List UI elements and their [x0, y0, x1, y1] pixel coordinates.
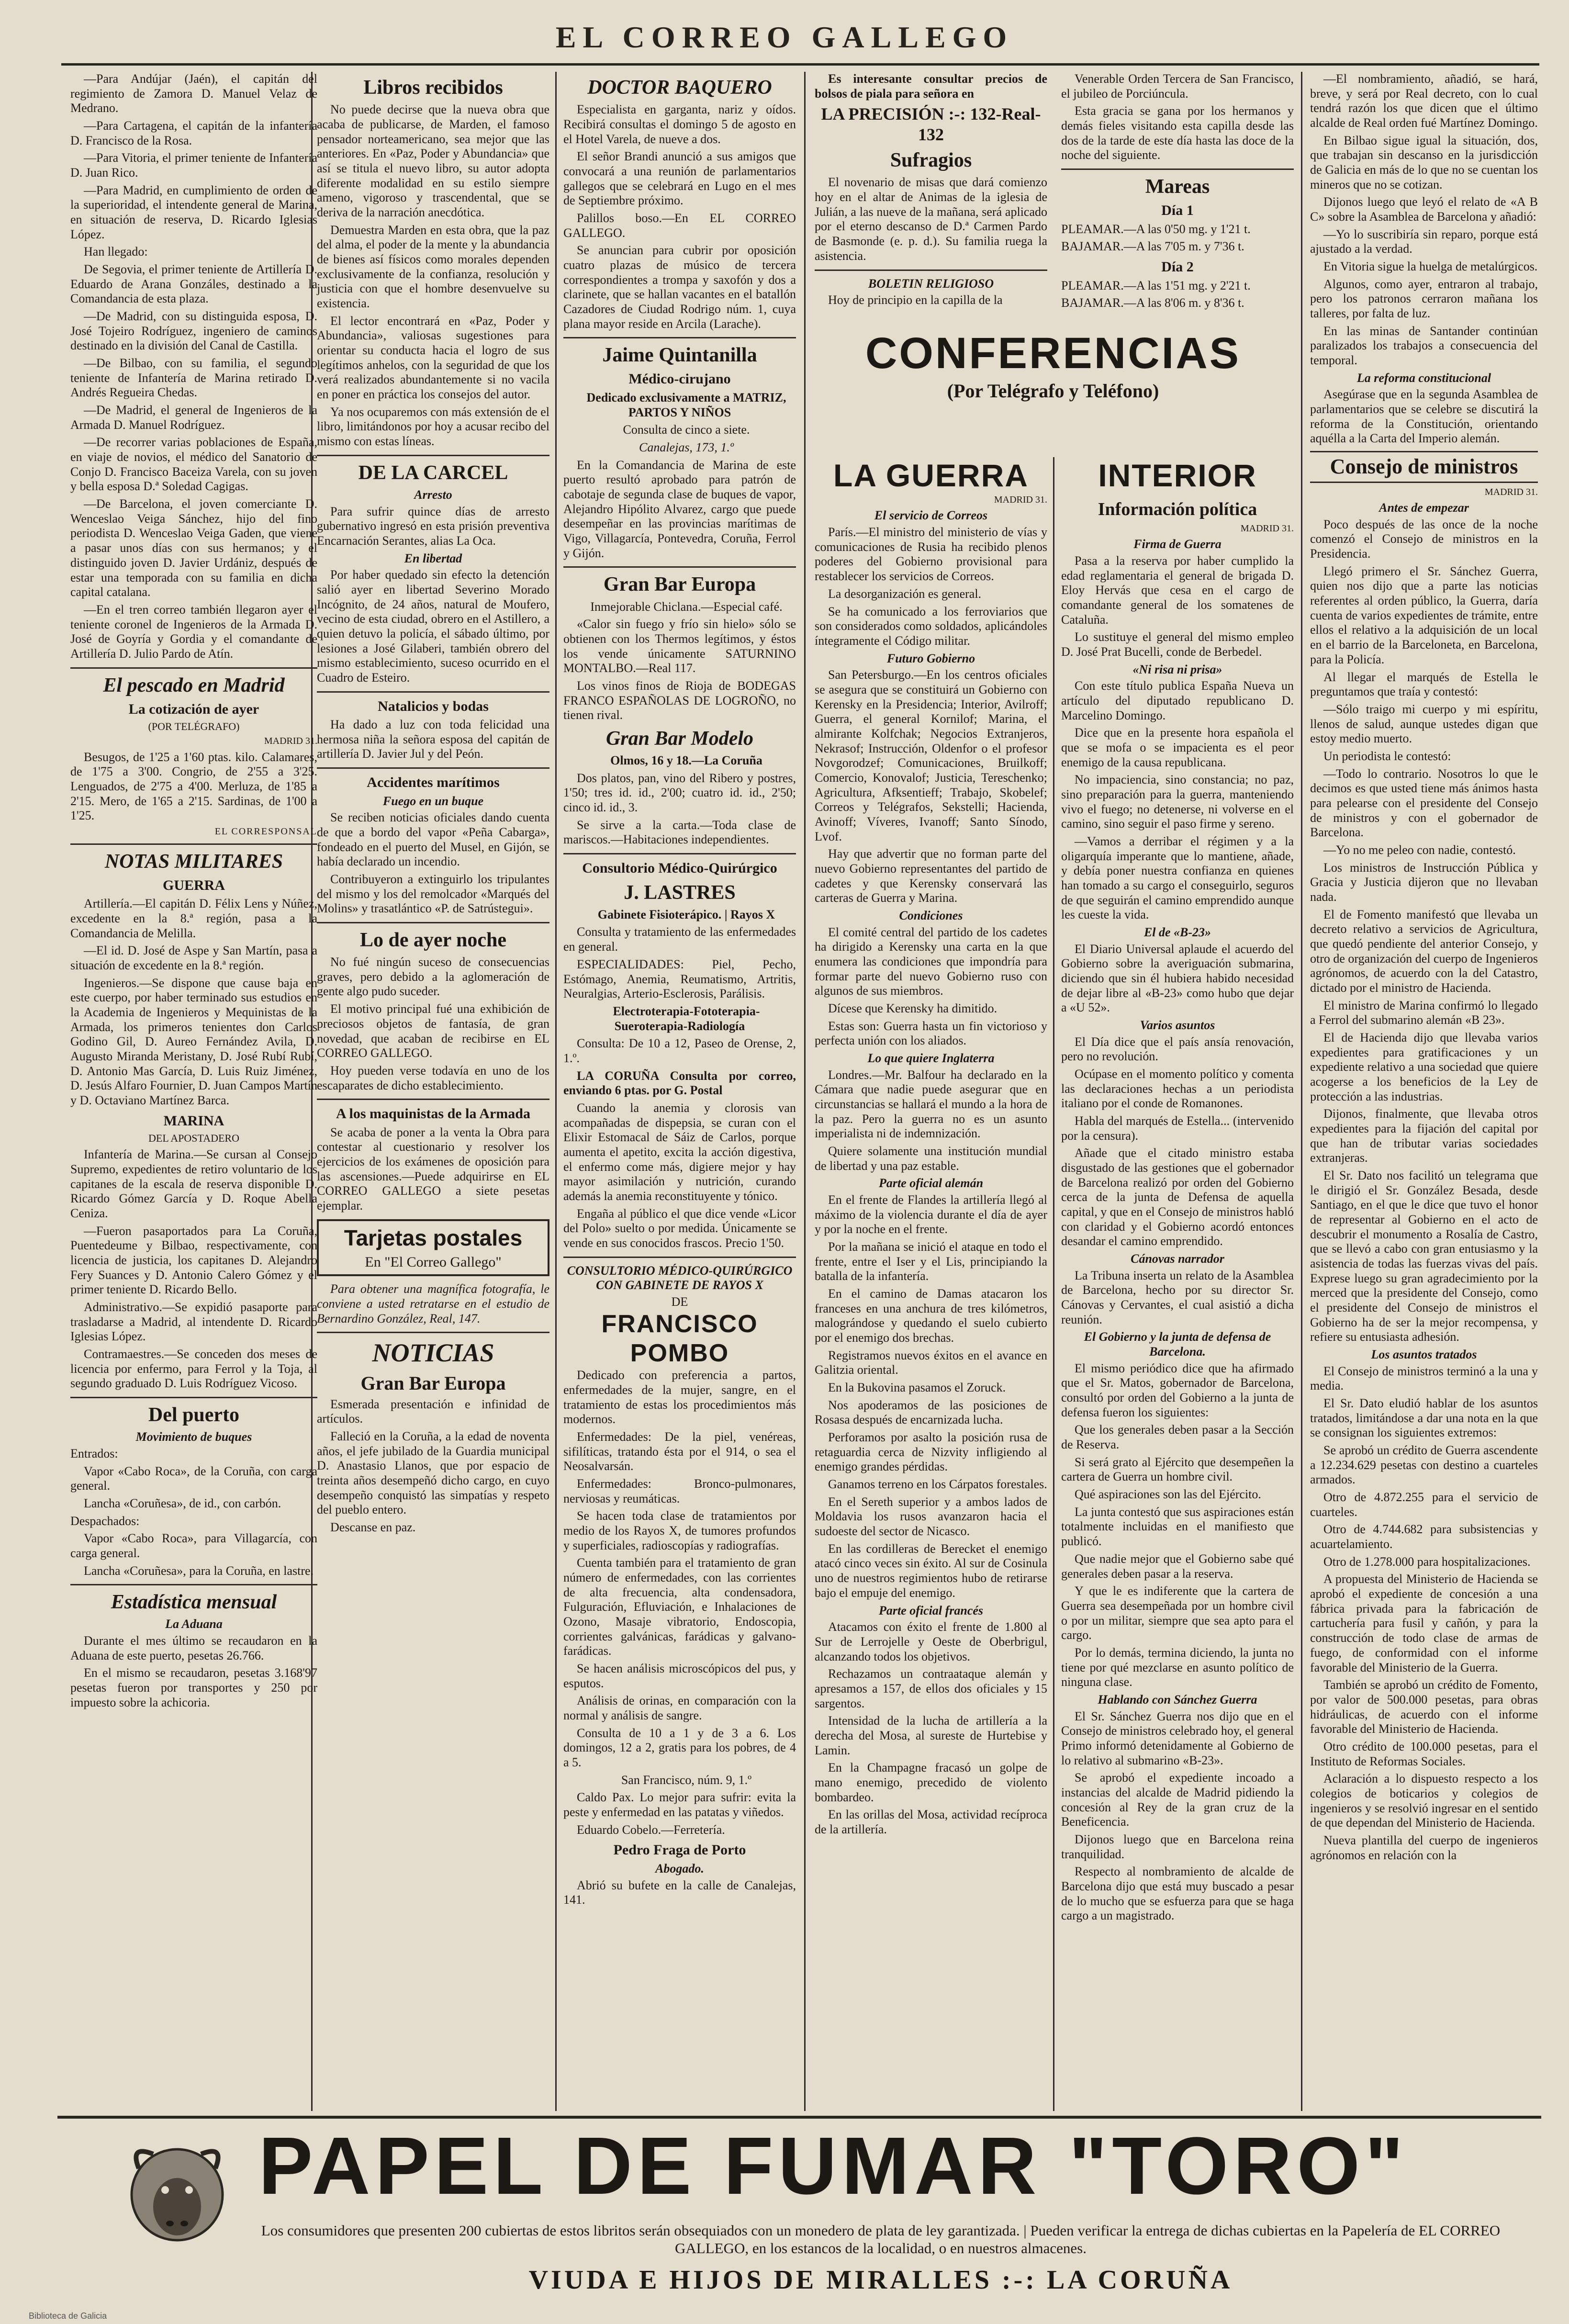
column-5-top [1055, 72, 1300, 326]
paragraph: Canalejas, 173, 1.º [639, 440, 734, 454]
subheading-apostadero: DEL APOSTADERO [148, 1132, 239, 1145]
subheading: Varios asuntos [1140, 1018, 1215, 1032]
paragraph: En las orillas del Mosa, actividad recíproca de la artillería. [815, 1808, 1047, 1836]
conferencias-subtitle: (Por Telégrafo y Teléfono) [947, 380, 1159, 402]
subheading: Parte oficial alemán [878, 1176, 984, 1190]
paragraph: Por la mañana se inició el ataque en todo el frente, entre el Iser y el Lis, principiando la batalla de la infantería. [815, 1240, 1047, 1283]
paragraph: —El nombramiento, añadió, se hará, breve, y será por Real decreto, con lo cual tendrá razón los que dicen que el último alcalde de Real orden fué Martínez Domingo. [1310, 72, 1538, 130]
paragraph: Dice que en la presente hora española el que se mofa o se impacienta es el peor enemigo de la causa republicana. [1061, 726, 1294, 769]
paragraph: —Para Madrid, en cumplimiento de orden de la superioridad, el intendente general de Marina, en situación de reserva, D. Ricardo Iglesias López. [70, 183, 317, 241]
paragraph: Entrados: [70, 1446, 118, 1460]
paragraph: —Fueron pasaportados para La Coruña, Puentedeume y Bilbao, respectivamente, con licencia de justicia, los capitanes D. Alejandro Fery Suances y D. Antonio Calero Gómez y el primer teniente D. Ricardo Bello. [70, 1224, 317, 1297]
heading-boletin: BOLETIN RELIGIOSO [868, 276, 994, 291]
paragraph: Por haber quedado sin efecto la detención salió ayer en libertad Severino Morado Incógnito, de 24 años, natural de Moufero, vecino de esta ciudad, obrero en el Astillero, a quien detuvo la policía, el sábado último, por lesiones a José Gilaberi, también obrero del mismo establecimiento, suceso ocurrido en el Cuadro de Esteiro. [317, 568, 549, 685]
paragraph: Aclaración a lo dispuesto respecto a los colegios de boticarios y colegios de ingenieros y se resolvió ingresar en el sentido de que dependan del Ministerio de Hacienda. [1310, 1772, 1538, 1830]
paragraph: Se hacen análisis microscópicos del pus, y esputos. [563, 1662, 796, 1690]
paragraph: Algunos, como ayer, entraron al trabajo, pero los patronos cerraron mañana los talleres, por falta de luz. [1310, 277, 1538, 321]
day-2-label: Día 2 [1161, 259, 1194, 275]
precision-ad: LA PRECISIÓN :-: 132-Real-132 [821, 104, 1041, 144]
heading-libros: Libros recibidos [363, 77, 503, 99]
heading-maquinistas: A los maquinistas de la Armada [336, 1106, 530, 1122]
heading-gran-bar-europa: Gran Bar Europa [360, 1372, 506, 1394]
subheading-guerra: GUERRA [162, 877, 225, 893]
paragraph: Vapor «Cabo Roca», de la Coruña, con carga general. [70, 1464, 317, 1493]
divider [317, 1332, 549, 1333]
fish-prices: Besugos, de 1'25 a 1'60 ptas. kilo. Calamares, de 1'75 a 3'00. Congrio, de 2'55 a 3'25. Lenguados, de 2'75 a 4'00. Merluza, de 1'85 a 2'15. Mero, de 1'65 a 2'15. Sardinas, de 1'00 a 1'25. [70, 750, 317, 823]
paragraph: Un periodista le contestó: [1323, 749, 1451, 763]
paragraph: Se ha comunicado a los ferroviarios que son considerados como soldados, aplicándoles íntegramente el Código militar. [815, 604, 1047, 648]
divider [70, 1584, 317, 1585]
paragraph: Ha dado a luz con toda felicidad una hermosa niña la señora esposa del capitán de artillería D. Javier Jul y del Peón. [317, 718, 549, 761]
paragraph: El Sr. Sánchez Guerra nos dijo que en el Consejo de ministros celebrado hoy, el general Primo informó detenidamente al Gobierno de lo relativo al submarino «B-23». [1061, 1709, 1294, 1767]
paragraph: Palillos boso.—En EL CORREO GALLEGO. [563, 211, 796, 240]
paragraph: Hoy de principio en la capilla de la [828, 293, 1003, 307]
heading-estadistica: Estadística mensual [111, 1591, 277, 1614]
heading-consultorio-rayos: CONSULTORIO MÉDICO-QUIRÚRGICO CON GABINETE DE RAYOS X [567, 1263, 793, 1292]
paragraph: —Para Andújar (Jaén), el capitán del regimiento de Zamora D. Manuel Velaz de Medrano. [70, 72, 317, 115]
paragraph: Se aprobó el expediente incoado a instancias del alcalde de Madrid pidiendo la concesión al Rey de la gran cruz de la Beneficencia. [1061, 1771, 1294, 1829]
subheading: Parte oficial francés [878, 1603, 984, 1617]
paragraph: El novenario de misas que dará comienzo hoy en el altar de Animas de la iglesia de Julián, a las nueve de la mañana, será aplicado por el eterno descanso de D.ª Carmen Pardo de Basmonde (e. p. d.). Su familia ruega la asistencia. [815, 175, 1047, 263]
paragraph: El Día dice que el país ansía renovación, pero no revolución. [1061, 1034, 1294, 1064]
paragraph: Nueva plantilla del cuerpo de ingenieros agrónomos en relación con la [1310, 1833, 1538, 1862]
heading-lastres: J. LASTRES [624, 881, 736, 904]
paragraph: —De recorrer varias poblaciones de España, en viaje de novios, el médico del Sanatorio de Conjo D. Francisco Baceiza Varela, con su joven y bella esposa D.ª Soledad Cagigas. [70, 435, 317, 494]
divider [1061, 168, 1294, 170]
paragraph: Llegó primero el Sr. Sánchez Guerra, quien nos dijo que a parte las noticias referentes al orden público, la Guerra, daría cuenta de varios expedientes de trámite, entre ellos el relativo a la adquisición de un local en el barrio de la Barceloneta, en Barcelona, para la Policía. [1310, 564, 1538, 666]
paragraph: Olmos, 16 y 18.—La Coruña [610, 753, 762, 768]
paragraph: Lancha «Coruñesa», para la Coruña, en lastre. [84, 1563, 314, 1578]
paragraph: Engaña al público el que dice vende «Licor del Polo» suelto o por medida. Únicamente se vende en sus conocidos frascos. Precio 1'50. [563, 1206, 796, 1250]
paragraph: Para sufrir quince días de arresto gubernativo ingresó en esta prisión preventiva Encarnación Serantes, alias La Oca. [317, 504, 549, 548]
paragraph: Infantería de Marina.—Se cursan al Consejo Supremo, expedientes de retiro voluntario de los capitanes de la escala de reserva disponible D. Ricardo Gómez García y D. Roque Abella Ceniza. [70, 1147, 317, 1220]
library-credit: Biblioteca de Galicia [29, 2311, 107, 2321]
paragraph: Es interesante consultar precios de bolsos de piala para señora en [815, 72, 1047, 101]
divider [563, 337, 796, 338]
ad-text: Los consumidores que presenten 200 cubiertas de estos libritos serán obsequiados con un monedero de plata de ley garantizada. | Pueden verificar la entrega de dichas cubiertas en la Papelería de EL CORREO GALLEGO, en los estancos de la localidad, o en nuestros almacenes. [261, 2222, 1501, 2257]
column-5 [1055, 457, 1300, 2111]
heading-la-guerra: LA GUERRA [833, 458, 1029, 493]
photo-ad: Para obtener una magnífica fotografía, le conviene a usted retratarse en el estudio de Bernardino González, Real, 147. [317, 1282, 549, 1325]
paragraph: Consulta y tratamiento de las enfermedades en general. [563, 925, 796, 954]
paragraph: Quiere solamente una institución mundial de libertad y una paz estable. [815, 1144, 1047, 1173]
ad-footer: VIUDA E HIJOS DE MIRALLES :-: LA CORUÑA [528, 2265, 1233, 2295]
divider [563, 1257, 796, 1258]
subheading: Los asuntos tratados [1371, 1347, 1477, 1362]
paragraph: Por lo demás, termina diciendo, la junta no tiene por qué mezclarse en asunto político de ninguna clase. [1061, 1645, 1294, 1689]
paragraph: Administrativo.—Se expidió pasaporte para trasladarse a Madrid, al intendente D. Ricardo Iglesias López. [70, 1300, 317, 1344]
paragraph: «Calor sin fuego y frío sin hielo» sólo se obtienen con los Thermos legítimos, y éstos los vende únicamente SATURNINO MONTALBO.—Real 117. [563, 617, 796, 675]
heading-accidentes: Accidentes marítimos [367, 775, 500, 791]
paragraph: Cuenta también para el tratamiento de gran número de enfermedades, con las corrientes de alta frecuencia, alta condensadora, Fulguración, Efluviación, e Inhalaciones de Ozono, Masaje vibratorio, Endoscopia, corrientes galvánicas, farádicas y galvano-farádicas. [563, 1556, 796, 1658]
day-1-label: Día 1 [1161, 202, 1194, 219]
ad-title: PAPEL DE FUMAR "TORO" [258, 2121, 1408, 2212]
heading-del-puerto: Del puerto [148, 1404, 240, 1426]
paragraph: A propuesta del Ministerio de Hacienda se aprobó el expediente de concesión a una fábrica privada para la fabricación de cartuchería para fusil y cañón, y para la construcción de todo clase de armas de fuego, de conformidad con el informe favorable del Ministerio de la Guerra. [1310, 1572, 1538, 1674]
column-2 [311, 72, 555, 2111]
subheading: El de «B-23» [1143, 925, 1211, 939]
paragraph: Lo sustituye el general del mismo empleo D. José Prat Bucelli, conde de Berbedel. [1061, 630, 1294, 659]
masthead-rule [61, 63, 1539, 66]
paragraph: Dedicado con preferencia a partos, enfermedades de la mujer, sangre, en el tratamiento de estas los procedimientos más modernos. [563, 1368, 796, 1426]
paragraph: En el Sereth superior y a ambos lados de Moldavia los rusos avanzaron hacia el sudoeste del sector de Nicasco. [815, 1494, 1047, 1538]
paragraph: Hay que advertir que no forman parte del nuevo Gobierno representantes del partido de cadetes y que Kerensky conservará las carteras de Guerra y Marina. [815, 847, 1047, 905]
paragraph: Nos apoderamos de las posiciones de Rosasa después de encarnizada lucha. [815, 1398, 1047, 1427]
paragraph: Esmerada presentación e infinidad de artículos. [317, 1397, 549, 1426]
paragraph: Dícese que Kerensky ha dimitido. [828, 1001, 997, 1015]
paragraph: Rechazamos un contraataque alemán y apresamos a 157, de ellos dos oficiales y 15 sargentos. [815, 1667, 1047, 1710]
paragraph: El ministro de Marina confirmó lo llegado a Ferrol del submarino alemán «B 23». [1310, 998, 1538, 1027]
paragraph: Los ministros de Instrucción Pública y Gracia y Justicia dijeron que no llevaban nada. [1310, 860, 1538, 904]
subheading: La reforma constitucional [1356, 370, 1491, 385]
paragraph: Electroterapia-Fototerapia-Sueroterapia-Radiología [613, 1004, 760, 1033]
paragraph: —De Madrid, con su distinguida esposa, D. José Tojeiro Rodríguez, ingeniero de caminos destinado en la división del Canal de Castilla. [70, 309, 317, 353]
paragraph: Dijonos luego que leyó el relato de «A B C» sobre la Asamblea de Barcelona y añadió: [1310, 195, 1538, 224]
paragraph: Asegúrase que en la segunda Asamblea de parlamentarios que se celebre se discutirá la reforma de la Constitución, orientando aquélla a la Carta del Imperio alemán. [1310, 387, 1538, 446]
heading-carcel: DE LA CARCEL [358, 461, 508, 484]
paragraph: Gabinete Fisioterápico. | Rayos X [597, 907, 775, 921]
heading-sufragios: Sufragios [890, 149, 972, 172]
heading-interior: INTERIOR [1098, 458, 1257, 493]
subheading-libertad: En libertad [404, 551, 462, 565]
subheading: Condiciones [899, 908, 963, 922]
paragraph: Ocúpase en el momento político y comenta las declaraciones hechas a un periodista italiano por el conde de Romanones. [1061, 1067, 1294, 1111]
paragraph: Dos platos, pan, vino del Ribero y postres, 1'50; tres id. id., 2'00; cuatro id. id., 2'50; cinco id. id., 3. [563, 771, 796, 815]
paragraph: Consulta de cinco a siete. [623, 423, 750, 437]
paragraph: —Para Vitoria, el primer teniente de Infantería D. Juan Rico. [70, 151, 317, 180]
tide-row: BAJAMAR.—A las 7'05 m. y 7'36 t. [1061, 239, 1244, 254]
paragraph: Dijonos luego que en Barcelona reina tranquilidad. [1061, 1832, 1294, 1861]
paragraph: Habla del marqués de Estella... (intervenido por la censura). [1061, 1114, 1294, 1143]
paragraph: El mismo periódico dice que ha afirmado que el Sr. Matos, gobernador de Barcelona, consultó por orden del Gobierno a la junta de defensa fueron los siguientes: [1061, 1361, 1294, 1419]
column-1 [65, 72, 323, 2111]
conferencias-title: CONFERENCIAS [865, 329, 1241, 378]
paragraph: Se hacen toda clase de tratamientos por medio de los Rayos X, de tumores profundos y superficiales, radioscopías y radiografías. [563, 1509, 796, 1552]
divider [317, 455, 549, 456]
subheading: Firma de Guerra [1133, 537, 1222, 551]
heading-consultorio: Consultorio Médico-Quirúrgico [582, 860, 777, 876]
heading-consejo-ministros: Consejo de ministros [1310, 451, 1538, 483]
paragraph: Contribuyeron a extinguirlo los tripulantes del mismo y los del remolcador «Marqués del Molins» y trasatlántico «P. de Satrústegui». [317, 872, 549, 916]
paragraph: —De Madrid, el general de Ingenieros de la Armada D. Manuel Rodríguez. [70, 403, 317, 432]
column-rule [804, 72, 806, 2111]
paragraph: —Para Cartagena, el capitán de la infantería D. Francisco de la Rosa. [70, 119, 317, 147]
paragraph: Londres.—Mr. Balfour ha declarado en la Cámara que nadie puede asegurar que en circunstancias se hallará el mundo a la hora de la paz. Pero la guerra no es un asunto imperialista ni de indemnización. [815, 1067, 1047, 1141]
paragraph: En el mismo se recaudaron, pesetas 3.168'97 pesetas fueron por transportes y 250 por impuesto sobre la achicoria. [70, 1666, 317, 1709]
column-rule [1053, 457, 1054, 2111]
paragraph: San Petersburgo.—En los centros oficiales se asegura que se constituirá un Gobierno con Kerensky en la Presidencia; Interior, Avilroff; Guerra, el general Kornilof; Marina, el almirante Kolfchak; Negocios Extranjeros, Nekrasof; Instrucción, Oldenfor o el profesor Novgorodzef; Comunicaciones, Bruilkoff; Comercio, Konovalof; Justicia, Tereschenko; Agricultura, Afksentieff; Trabajo, Skobelef; Correos y Telégrafos, Sekstelli; Hacienda, Avinoff; Víveres, Ivanoff; Santo Sínodo, Lvof. [815, 668, 1047, 843]
divider [317, 691, 549, 693]
paragraph: —El id. D. José de Aspe y San Martín, pasa a situación de excedente en la 8.ª región. [70, 943, 317, 973]
paragraph: Análisis de orinas, en comparación con la normal y análisis de sangre. [563, 1694, 796, 1723]
paragraph: Al llegar el marqués de Estella le preguntamos que traía y contestó: [1310, 670, 1538, 699]
tide-row: BAJAMAR.—A las 8'06 m. y 8'36 t. [1061, 296, 1244, 310]
paragraph: Se anuncian para cubrir por oposición cuatro plazas de músico de tercera correspondientes a trompa y saxofón y dos a clarinete, que se hallan vacantes en el batallón Cazadores de Ciudad Rodrigo núm. 1, cuya plana mayor reside en Arcila (Larache). [563, 243, 796, 331]
divider [70, 843, 317, 845]
heading-doctor-baquero: DOCTOR BAQUERO [587, 77, 772, 99]
heading-noticias: NOTICIAS [372, 1338, 494, 1368]
heading-pescado: El pescado en Madrid [103, 674, 285, 696]
paragraph: Venerable Orden Tercera de San Francisco, el jubileo de Porciúncula. [1061, 72, 1294, 101]
paragraph: Hoy pueden verse todavía en uno de los escaparates de dicho establecimiento. [317, 1063, 549, 1092]
postcards-title: Tarjetas postales [344, 1225, 523, 1250]
heading-notas-militares: NOTAS MILITARES [104, 850, 283, 873]
paragraph: Otro de 1.278.000 para hospitalizaciones. [1323, 1554, 1531, 1569]
heading-jaime-quintanilla: Jaime Quintanilla [602, 344, 757, 367]
paragraph: —De Barcelona, el joven comerciante D. Wenceslao Veiga Sánchez, hijo del fino periodista D. Wenceslao Veiga Gaden, que viene a pasar unos días con sus hermanos; y el distinguido joven D. Javier Urdániz, después de estar una temporada con su familia en dicha capital catalana. [70, 497, 317, 599]
paragraph: En las cordilleras de Berecket el enemigo atacó cinco veces sin éxito. Al sur de Cosinula uno de nuestros regimientos hubo de retirarse bajo el empuje del enemigo. [815, 1541, 1047, 1600]
subheading-fuego: Fuego en un buque [382, 794, 484, 808]
paragraph: Durante el mes último se recaudaron en la Aduana de este puerto, pesetas 26.766. [70, 1634, 317, 1662]
paragraph: —Sólo traigo mi cuerpo y mi espíritu, llenos de salud, aunque ustedes digan que estoy medio muerto. [1310, 702, 1538, 746]
postcards-subtitle: En "El Correo Gallego" [365, 1254, 502, 1270]
paragraph: —Yo lo suscribiría sin reparo, porque está ajustado a la verdad. [1310, 227, 1538, 256]
subheading-abogado: Abogado. [655, 1861, 704, 1875]
subheading: Lo que quiere Inglaterra [867, 1051, 995, 1065]
paragraph: El Diario Universal aplaude el acuerdo del Gobierno sobre la averiguación submarina, diciendo que sin él hubiera habido necesidad de dejar libre al «B-23» como hubo que dejar a «U 52». [1061, 942, 1294, 1015]
heading-gran-bar-europa: Gran Bar Europa [603, 573, 756, 596]
paragraph: Falleció en la Coruña, a la edad de noventa años, el jefe jubilado de la Guardia municipal D. Anastasio Llanos, que por espacio de treinta años desempeñó dicho cargo, en cuyo desempeño conquistó las simpatías y respeto del pueblo entero. [317, 1429, 549, 1517]
paragraph: —Vamos a derribar el régimen y a la oligarquía imperante que lo mantiene, añade, y debía poner nuestra confianza en quienes han tomado a su cargo el conseguirlo, seguros de que seguirán el camino emprendido aunque les cueste la vida. [1061, 834, 1294, 922]
heading-pedro-fraga: Pedro Fraga de Porto [613, 1842, 746, 1858]
column-4 [809, 457, 1053, 2111]
heading-gran-bar-modelo: Gran Bar Modelo [605, 727, 754, 750]
paragraph: Los vinos finos de Rioja de BODEGAS FRANCO ESPAÑOLAS DE LOGROÑO, no tienen rival. [563, 678, 796, 722]
paragraph: Cuando la anemia y clorosis van acompañadas de dispepsia, se curan con el Elixir Estomacal de Sáiz de Carlos, porque aumenta el apetito, excita la acción digestiva, el enfermo come más, digiere mejor y hay mayor asimilación y nutrición, curando además la anemia reconstituyente y tónico. [563, 1100, 796, 1203]
paragraph: Ingenieros.—Se dispone que cause baja en este cuerpo, por haber terminado sus estudios en la Academia de Ingenieros y Mequinistas de la Armada, los primeros tenientes don Carlos Godino Gil, D. Aureo Fernández Avila, D. Augusto Miranda Meristany, D. José Rubí Rubí, D. Antonio Mas García, D. Luis Ruiz Jiménez, D. Jesús Alfaro Fournier, D. Juan Campos Martín y D. Octaviano Martínez Barca. [70, 976, 318, 1108]
paragraph: La junta contestó que sus aspiraciones están totalmente incluidas en el manifiesto que publicó. [1061, 1504, 1294, 1549]
subheading: Cánovas narrador [1131, 1252, 1224, 1266]
paragraph: Qué aspiraciones son las del Ejército. [1075, 1487, 1261, 1502]
paragraph: —Yo no me peleo con nadie, contestó. [1323, 842, 1516, 857]
paragraph: Eduardo Cobelo.—Ferretería. [577, 1822, 725, 1837]
paragraph: Se aprobó un crédito de Guerra ascendente a 12.234.629 pesetas con destino a cuarteles armados. [1310, 1443, 1538, 1487]
paragraph: Caldo Pax. Lo mejor para sufrir: evita la peste y enfermedad en las patatas y viñedos. [563, 1790, 796, 1819]
heading-informacion-politica: Información política [1098, 499, 1257, 519]
paragraph: Se reciben noticias oficiales dando cuenta de que a bordo del vapor «Peña Cabarga», fondeado en el puerto del Musel, en Gijón, se había declarado un incendio. [317, 810, 549, 869]
paragraph: El de Hacienda dijo que llevaba varios expedientes para gratificaciones y un expediente relativo a una sociedad que quiere acogerse a los beneficios de la Ley de protección a las industrias. [1310, 1030, 1538, 1103]
tide-row: PLEAMAR.—A las 0'50 mg. y 1'21 t. [1061, 222, 1251, 236]
paragraph: Se acaba de poner a la venta la Obra para contestar al cuestionario y resolver los ejercicios de los exámenes de oposición para las ascensiones.—Puede adquirirse en EL CORREO GALLEGO a siete pesetas ejemplar. [317, 1125, 549, 1213]
subheading: Hablando con Sánchez Guerra [1098, 1692, 1257, 1707]
paragraph: Abrió su bufete en la calle de Canalejas, 141. [563, 1878, 796, 1907]
paragraph: Intensidad de la lucha de artillería a la derecha del Mosa, al sureste de Hurtebise y Lamin. [815, 1714, 1047, 1757]
subheading-movimiento: Movimiento de buques [135, 1430, 252, 1444]
paragraph: Consulta: De 10 a 12, Paseo de Orense, 2, 1.º. [563, 1036, 796, 1065]
divider [815, 269, 1047, 271]
paragraph: Perforamos por asalto la posición rusa de retaguardia cerca de Nizvity infligiendo al enemigo grandes pérdidas. [815, 1430, 1047, 1474]
subheading: Futuro Gobierno [886, 651, 975, 665]
paragraph: El señor Brandi anunció a sus amigos que convocará a una reunión de parlamentarios gallegos que se celebrará en Lugo en el mes de Septiembre próximo. [563, 149, 796, 208]
paragraph: Dedicado exclusivamente a MATRIZ, PARTOS Y NIÑOS [586, 390, 786, 419]
divider [563, 566, 796, 568]
paragraph: LA CORUÑA Consulta por correo, enviando 6 ptas. por G. Postal [563, 1068, 796, 1098]
divider [563, 853, 796, 854]
subheading-arresto: Arresto [414, 487, 452, 502]
paragraph: No fué ningún suceso de consecuencias graves, pero debido a la aglomeración de gente algo pudo suceder. [317, 955, 549, 999]
paragraph: Artillería.—El capitán D. Félix Lens y Núñez, excedente en la 8.ª región, pasa a la Comandancia de Melilla. [70, 897, 317, 940]
paragraph: Inmejorable Chiclana.—Especial café. [590, 599, 783, 614]
telegrafo-note: (POR TELÉGRAFO) [148, 720, 240, 733]
paragraph: París.—El ministro del ministerio de vías y comunicaciones de Rusia ha recibido plenos poderes del Gobierno provisional para restablecer los servicios de Correos. [815, 525, 1047, 584]
divider [70, 667, 317, 669]
paragraph: Respecto al nombramiento de alcalde de Barcelona dijo que está muy buscado a pesar de lo mucho que se esfuerza para que se haga cargo a un magistrado. [1061, 1864, 1294, 1923]
postcards-ad [317, 1219, 549, 1277]
bull-head-icon [120, 2135, 235, 2250]
paragraph: El lector encontrará en «Paz, Poder y Abundancia», valiosas sugestiones para orientar su conducta hacia el logro de sus legítimos anhelos, con la seguridad de que los verá realizados abundantemente si no vacila en poner en práctica los consejos del autor. [317, 314, 549, 401]
paragraph: El Consejo de ministros terminó a la una y media. [1310, 1364, 1538, 1393]
paragraph: En Bilbao sigue igual la situación, dos, que trabajan sin descanso en la jurisdicción de Galicia en más de lo que no se cuentan los mineros que no se cotizan. [1310, 133, 1538, 191]
column-6 [1304, 72, 1544, 2111]
column-rule [555, 72, 557, 2111]
paragraph: En la Champagne fracasó un golpe de mano enemigo, precedido de violento bombardeo. [815, 1761, 1047, 1804]
paragraph: Descanse en paz. [330, 1520, 416, 1535]
paragraph: Que los generales deben pasar a la Sección de Reserva. [1061, 1423, 1294, 1452]
divider [317, 922, 549, 923]
paragraph: ESPECIALIDADES: Piel, Pecho, Estómago, Anemia, Reumatismo, Artritis, Neuralgias, Arterio-Esclerosis, Parálisis. [563, 957, 796, 1001]
heading-mareas: Mareas [1145, 176, 1210, 198]
column-4-top [809, 72, 1053, 326]
paragraph: El comité central del partido de los cadetes ha dirigido a Kerensky una carta en la que enumera las condiciones que impondría para formar parte del nuevo Gobierno ruso con algunos de sus miembros. [815, 925, 1047, 998]
paragraph: La Tribuna inserta un relato de la Asamblea de Barcelona, hecho por su director Sr. Cánovas y Cervantes, el cual asistió a dicha reunión. [1061, 1268, 1294, 1326]
paragraph: Enfermedades: Bronco-pulmonares, nerviosas y reumáticas. [563, 1477, 796, 1505]
paragraph: Añade que el citado ministro estaba disgustado de las gestiones que el gobernador de Barcelona realizó por orden del Gobierno cerca de la junta de Defensa de aquella capital, y que en el Consejo de ministros habló con claridad y el Gobierno acordó entonces desandar el camino emprendido. [1061, 1146, 1294, 1248]
paragraph: En Vitoria sigue la huelga de metalúrgicos. [1323, 259, 1538, 274]
subheading-medico: Médico-cirujano [628, 371, 731, 387]
paragraph: El Sr. Dato nos facilitó un telegrama que le dirigió el Sr. González Besada, desde Santiago, en el que le dice que tuvo el honor de representar al Gobierno en el acto de descubrir el monumento a Rosalía de Castro, que se llevó a cabo con gran entusiasmo y la asistencia de todas las fuerzas vivas del país. Exprese luego su gran agradecimiento por la merced que la presidente del Consejo, como el presidente del Consejo de ministros el Gobierno ha de ser la mejor recompensa, y refiere su entusiasta adhesión. [1310, 1168, 1538, 1344]
subheading: «Ni risa ni prisa» [1132, 662, 1222, 676]
heading-de: DE [671, 1294, 688, 1309]
subheading: El Gobierno y la junta de defensa de Barcelona. [1084, 1330, 1271, 1359]
dateline: MADRID 31. [994, 494, 1047, 505]
paragraph: Especialista en garganta, nariz y oídos. Recibirá consultas el domingo 5 de agosto en el Hotel Varela, de nueve a dos. [563, 102, 796, 146]
conferencias-banner [809, 330, 1297, 402]
paragraph: No impaciencia, sino constancia; no paz, sino preparación para la guerra, manteniendo vivo el fuego; no detenerse, ni volverse en el camino, sino seguir el paso firme y sereno. [1061, 773, 1294, 831]
paragraph: Otro de 4.872.255 para el servicio de cuarteles. [1310, 1490, 1538, 1519]
paragraph: En el frente de Flandes la artillería llegó al máximo de la violencia durante el día de ayer y por la noche en el frente. [815, 1193, 1047, 1236]
paragraph: La desorganización es general. [828, 586, 982, 601]
paragraph: Estas son: Guerra hasta un fin victorioso y perfecta unión con los aliados. [815, 1019, 1047, 1048]
heading-natalicios: Natalicios y bodas [378, 698, 489, 714]
paragraph: Ganamos terreno en los Cárpatos forestales. [828, 1477, 1047, 1492]
paragraph: En la Bukovina pasamos el Zoruck. [828, 1381, 1006, 1395]
divider [317, 767, 549, 769]
dateline: MADRID 31. [264, 736, 317, 747]
paragraph: Poco después de las once de la noche comenzó el Consejo de ministros en la Presidencia. [1310, 517, 1538, 561]
subheading-cotizacion: La cotización de ayer [128, 701, 259, 717]
paragraph: El motivo principal fué una exhibición de preciosos objetos de fantasía, de gran novedad, que acaban de recibirse en EL CORREO GALLEGO. [317, 1002, 549, 1060]
paragraph: Con este título publica España Nueva un artículo del diputado republicano D. Marcelino Domingo. [1061, 679, 1294, 722]
paragraph: Pasa a la reserva por haber cumplido la edad reglamentaria el general de brigada D. Eloy Hervás que cesa en el cargo de comandante general de los somatenes de Cataluña. [1061, 553, 1294, 627]
masthead: EL CORREO GALLEGO [555, 20, 1014, 54]
paragraph: Vapor «Cabo Roca», para Villagarcía, con carga general. [70, 1531, 317, 1560]
paragraph: Que nadie mejor que el Gobierno sabe qué generales deben pasar a la reserva. [1061, 1551, 1294, 1581]
paragraph: En el camino de Damas atacaron los franceses en una anchura de tres kilómetros, malográndose y quedando el suelo cubierto por el enemigo dos brechas. [815, 1287, 1047, 1345]
paragraph: Despachados: [70, 1514, 140, 1528]
subheading-aduana: La Aduana [165, 1617, 223, 1631]
subheading: El servicio de Correos [874, 508, 988, 523]
paragraph: Esta gracia se gana por los hermanos y demás fieles visitando esta capilla desde las dos de la tarde de este día hasta las doce de la noche del siguiente. [1061, 104, 1294, 162]
dateline: MADRID 31. [1484, 486, 1538, 497]
paragraph: No puede decirse que la nueva obra que acaba de publicarse, de Marden, el famoso pensador norteamericano, sea mejor que las anteriores. En «Paz, Poder y Abundancia» que así se titula el nuevo libro, su autor adopta diferente modalidad en su estilo siempre ameno, vigoroso y trascendental, que se deriva de la narración anecdótica. [317, 102, 549, 219]
paragraph: Contramaestres.—Se conceden dos meses de licencia por enfermo, para Ferrol y la Toja, al segundo graduado D. Luis Rodríguez Vicoso. [70, 1347, 317, 1391]
divider [317, 1099, 549, 1100]
paragraph: En las minas de Santander continúan paralizados los trabajos a consecuencia del temporal. [1310, 324, 1538, 368]
paragraph: También se aprobó un crédito de Fomento, por valor de 500.000 pesetas, para obras hidráulicas, de acuerdo con el informe favorable del Ministerio de Hacienda. [1310, 1678, 1538, 1736]
paragraph: Si será grato al Ejército que desempeñen la cartera de Guerra un hombre civil. [1061, 1455, 1294, 1484]
heading-francisco-pombo: FRANCISCO POMBO [601, 1310, 758, 1367]
dateline: MADRID 31. [1240, 523, 1294, 534]
paragraph: Dijonos, finalmente, que llevaba otros expedientes para la fijación del capital por que han de tributar varias sociedades extranjeras. [1310, 1107, 1538, 1165]
paragraph: En la Comandancia de Marina de este puerto resultó aprobado para patrón de cabotaje de segunda clase de buques de vapor, Alejandro Hipólito Alvarez, cargo que puede desempeñar en las provincias marítimas de Vigo, Villagarcía, Pontevedra, Coruña, Ferrol y Gijón. [563, 458, 796, 560]
paragraph: El Sr. Dato eludió hablar de los asuntos tratados, limitándose a dar una nota en la que se consignan los siguientes extremos: [1310, 1396, 1538, 1440]
paragraph: —De Bilbao, con su familia, el segundo teniente de Infantería de Marina retirado D. Andrés Regueira Chedas. [70, 356, 317, 400]
divider [70, 1397, 317, 1398]
paragraph: Atacamos con éxito el frente de 1.800 al Sur de Lerrojelle y Oeste de Oberbrigul, alcanzando todos los objetivos. [815, 1620, 1047, 1663]
paragraph: Lancha «Coruñesa», de id., con carbón. [84, 1496, 281, 1510]
paragraph: El de Fomento manifestó que llevaba un decreto relativo a servicios de Agricultura, que quedó pendiente del anterior Consejo, y otro de organización del cuerpo de Ingenieros agrónomos, de acuerdo con la del Catastro, dictado por el ministro de Hacienda. [1310, 907, 1538, 995]
ad-rule [57, 2116, 1541, 2119]
paragraph: —En el tren correo también llegaron ayer el teniente coronel de Ingenieros de la Armada D. José de Goyría y Gordia y el comandante de Artillería D. Julio Pardo de Atín. [70, 602, 317, 661]
paragraph: Otro de 4.744.682 para subsistencias y acuartelamiento. [1310, 1522, 1538, 1551]
paragraph: Han llegado: [84, 245, 148, 259]
column-3 [558, 72, 802, 2111]
paragraph: Registramos nuevos éxitos en el avance en Galitzia oriental. [815, 1348, 1047, 1377]
signature: EL CORRESPONSAL [214, 826, 317, 837]
subheading-marina: MARINA [163, 1112, 224, 1129]
subheading: Antes de empezar [1379, 501, 1469, 515]
tide-row: PLEAMAR.—A las 1'51 mg. y 2'21 t. [1061, 278, 1251, 292]
paragraph: Se sirve a la carta.—Toda clase de mariscos.—Habitaciones independientes. [563, 818, 796, 847]
paragraph: —Todo lo contrario. Nosotros lo que le decimos es que usted tiene más ánimos hasta para pelearse con el presidente del Consejo de ministros y con el gobernador de Barcelona. [1310, 766, 1538, 840]
paragraph: De Segovia, el primer teniente de Artillería D. Eduardo de Arana Gonzáles, destinado a la Comandancia de esta plaza. [70, 262, 317, 306]
paragraph: Otro crédito de 100.000 pesetas, para el Instituto de Reformas Sociales. [1310, 1739, 1538, 1768]
paragraph: San Francisco, núm. 9, 1.º [621, 1773, 752, 1787]
paragraph: Y que le es indiferente que la cartera de Guerra sea desempeñada por un hombre civil o por un militar, siempre que sea apto para el cargo. [1061, 1584, 1294, 1642]
paragraph: Enfermedades: De la piel, venéreas, sifilíticas, tratando ésta por el 914, o sea el Neosalvarsán. [563, 1430, 796, 1473]
paragraph: Demuestra Marden en esta obra, que la paz del alma, el poder de la mente y la abundancia de bienes así físicos como morales dependen exclusivamente de la confianza, resolución y justicia con que el hombre desenvuelve su existencia. [317, 223, 549, 310]
paragraph: Consulta de 10 a 1 y de 3 a 6. Los domingos, 12 a 2, gratis para los pobres, de 4 a 5. [563, 1726, 796, 1770]
column-rule [1301, 72, 1302, 2111]
heading-ayer-noche: Lo de ayer noche [359, 929, 507, 951]
toro-advertisement [57, 2116, 1541, 2307]
paragraph: Ya nos ocuparemos con más extensión de el libro, limitándonos por hoy a acusar recibo del mismo con estas líneas. [317, 404, 549, 448]
